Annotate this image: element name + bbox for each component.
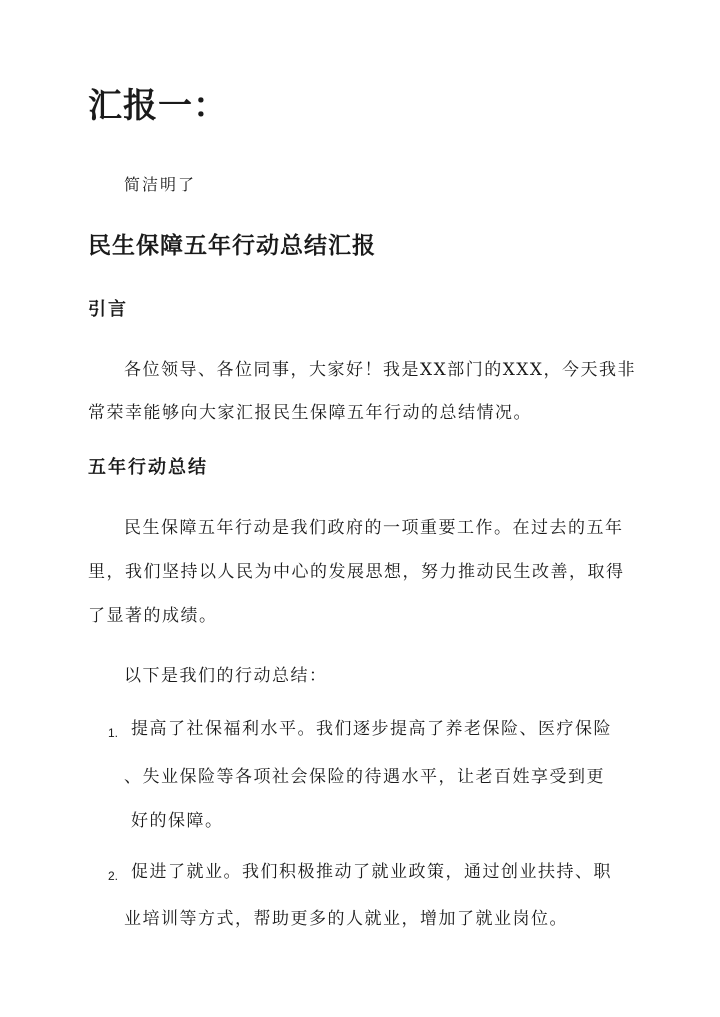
paragraph-line: 各位领导、各位同事，大家好！我是XX部门的XXX，今天我非: [124, 360, 637, 380]
section-heading-summary: 五年行动总结: [88, 457, 208, 478]
section-heading-intro: 引言: [88, 299, 128, 320]
report-title: 民生保障五年行动总结汇报: [88, 232, 376, 259]
lead-in-text: 以下是我们的行动总结：: [124, 666, 328, 686]
paragraph-line: 常荣幸能够向大家汇报民生保障五年行动的总结情况。: [88, 403, 532, 423]
report-heading: 汇报一：: [88, 86, 228, 126]
list-item-line: 好的保障。: [131, 811, 224, 831]
list-item-line: 提高了社保福利水平。我们逐步提高了养老保险、医疗保险: [131, 719, 612, 739]
report-subheading: 简洁明了: [124, 175, 197, 194]
paragraph-line: 民生保障五年行动是我们政府的一项重要工作。在过去的五年: [124, 518, 624, 538]
list-number: 2.: [108, 869, 119, 883]
list-item-line: 、失业保险等各项社会保险的待遇水平，让老百姓享受到更: [124, 767, 605, 787]
list-number: 1.: [108, 726, 119, 740]
paragraph-line: 里，我们坚持以人民为中心的发展思想，努力推动民生改善，取得: [88, 562, 625, 582]
list-item-line: 业培训等方式，帮助更多的人就业，增加了就业岗位。: [124, 909, 568, 929]
list-item-line: 促进了就业。我们积极推动了就业政策，通过创业扶持、职: [131, 862, 612, 882]
paragraph-line: 了显著的成绩。: [88, 606, 218, 626]
